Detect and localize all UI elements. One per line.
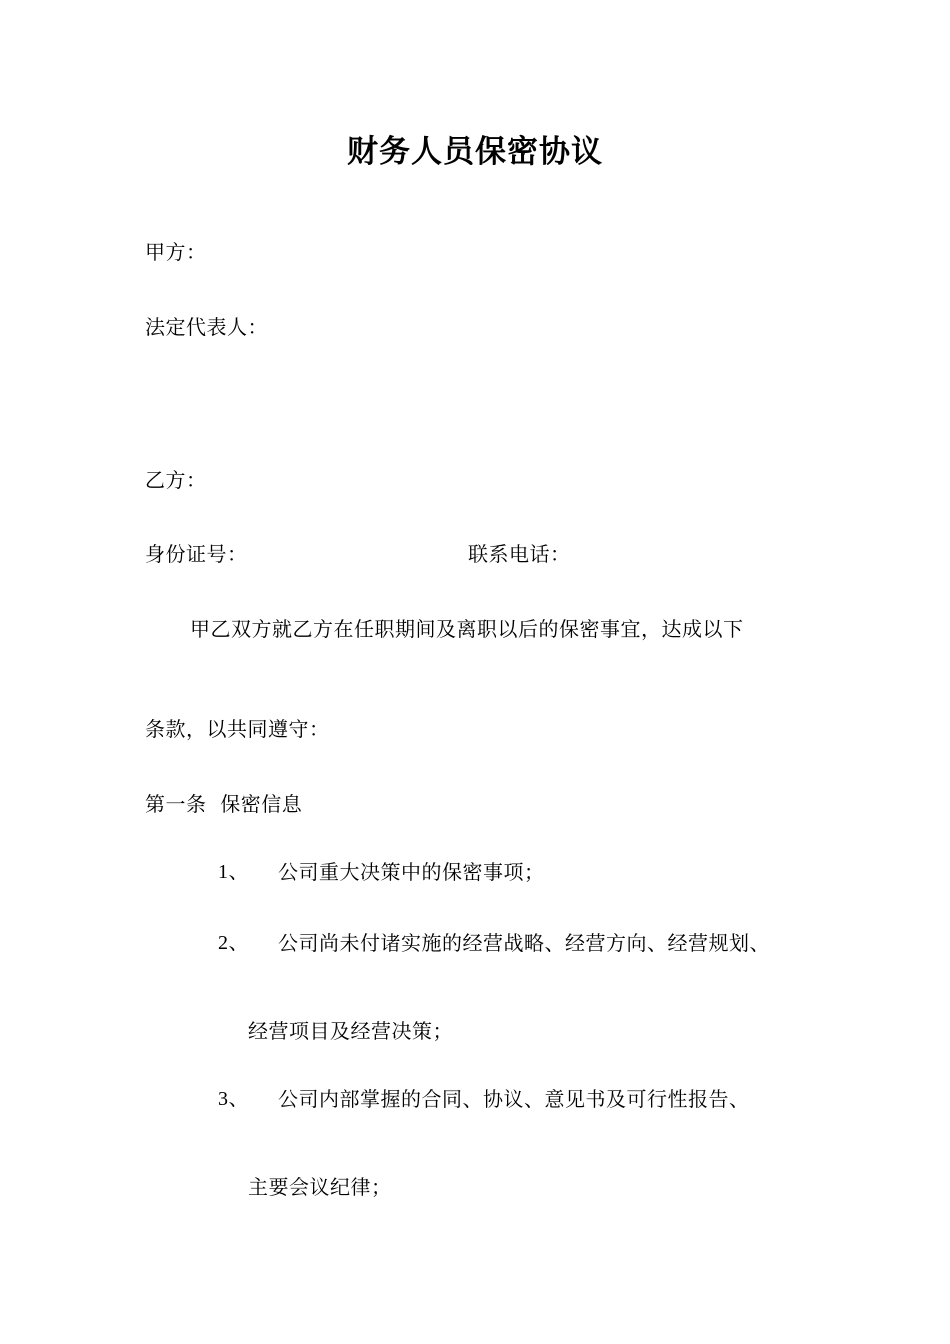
intro-paragraph-line-1: 甲乙双方就乙方在任职期间及离职以后的保密事宜，达成以下 [190, 617, 744, 641]
list-item-number: 1、 [218, 861, 249, 883]
id-number-label: 身份证号： [145, 542, 248, 566]
list-item-text: 公司尚未付诸实施的经营战略、经营方向、经营规划、 [278, 931, 770, 955]
list-item-text-continued: 主要会议纪律； [248, 1175, 392, 1199]
list-item-number: 2、 [218, 932, 249, 954]
legal-representative-label: 法定代表人： [145, 315, 268, 339]
phone-label: 联系电话： [468, 542, 571, 566]
list-item-number: 3、 [218, 1088, 249, 1110]
list-item-text: 公司重大决策中的保密事项； [278, 860, 545, 884]
list-item-text-continued: 经营项目及经营决策； [248, 1019, 453, 1043]
intro-paragraph-line-2: 条款，以共同遵守： [145, 717, 330, 741]
party-b-label: 乙方： [145, 468, 207, 492]
article-1-title: 第一条 保密信息 [145, 792, 303, 816]
list-item-text: 公司内部掌握的合同、协议、意见书及可行性报告、 [278, 1087, 750, 1111]
party-a-label: 甲方： [145, 240, 207, 264]
document-title: 财务人员保密协议 [347, 134, 603, 170]
